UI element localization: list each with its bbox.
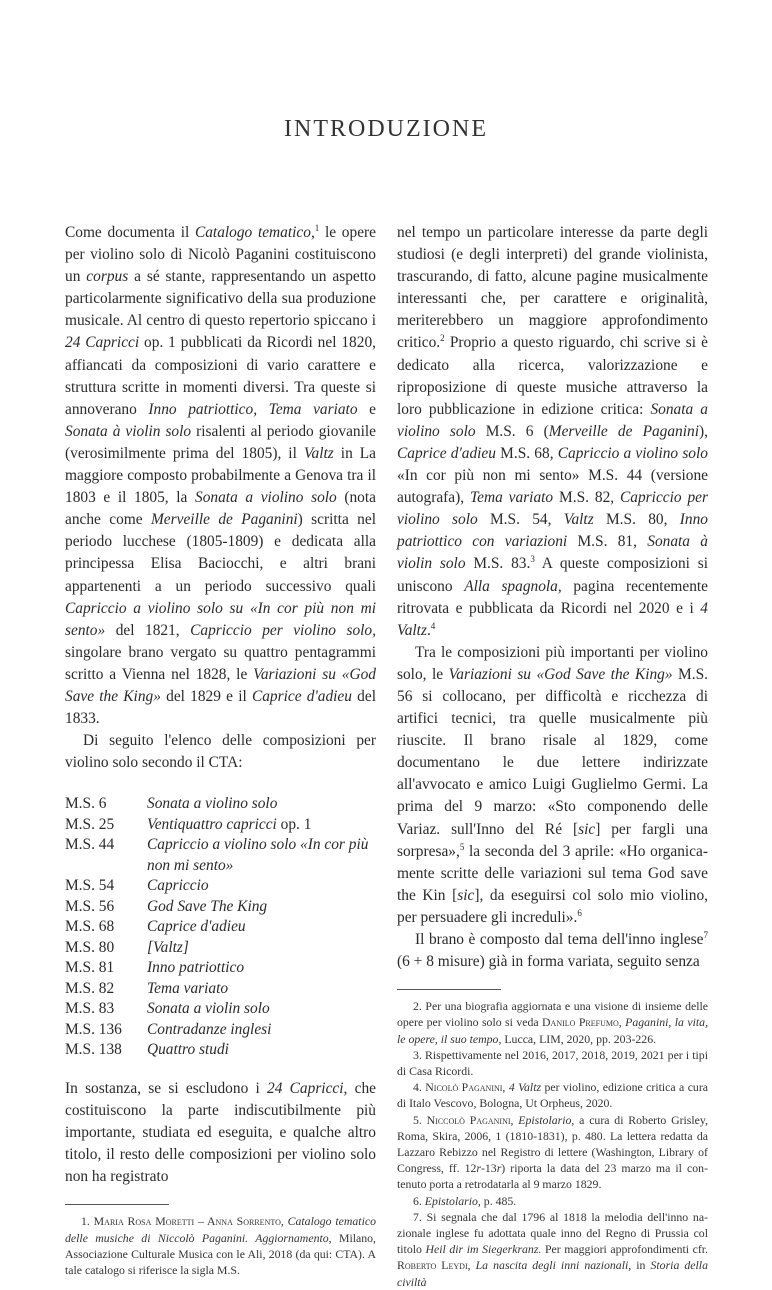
work-title: Ventiquattro capricci <box>147 815 277 833</box>
work-id: M.S. 54 <box>65 877 115 895</box>
work-id: M.S. 68 <box>65 918 115 936</box>
work-title: Sonata a violino solo <box>147 795 278 813</box>
footnote-4: 4. Nicolò Paganini, 4 Valtz per violino, edizione critica a cura di Italo Vescovo, Bologna, Ut Orpheus, 2020. <box>397 1080 708 1111</box>
work-row <box>65 876 376 897</box>
intro-paragraph-3: In sostanza, se si escludono i 24 Capricci, che costituiscono la parte indiscutibilmente più importante, studiata ed eseguita, e qualche altro titolo, il resto delle composizioni per violino solo non ha registrato <box>65 1079 376 1186</box>
work-title: Capriccio <box>147 877 209 895</box>
work-row <box>65 917 376 938</box>
work-row <box>65 815 376 836</box>
work-id: M.S. 81 <box>65 959 115 977</box>
work-title: Caprice d'adieu <box>147 918 246 936</box>
god-save-the-king-paragraph: Tra le composizioni più importanti per violino solo, le Variazioni su «God Save the King» M.S. 56 si collocano, per difficoltà e ricchezza di artifici tecnici, tra quelle musicalmente più riuscite. Il brano risale al 1829, come documentano le due lettere indirizzate all'avvocato e amico Luigi Guglielmo Germi. La prima del 9 marzo: «Sto componendo delle Variaz. sull'Inno del Ré [sic] per fargli una sorpresa»,$^5$ la seconda del 3 aprile: «Ho organicamente scritte delle variazioni sul tema God save the Kin [sic], da eseguirsi col solo mio violino, per persuadere gli increduli».$^6$ <box>397 643 708 926</box>
work-row <box>65 979 376 1000</box>
footnote-3: 3. Rispettivamente nel 2016, 2017, 2018, 2019, 2021 per i tipi di Casa Ricordi. <box>397 1047 708 1078</box>
work-title: [Valtz] <box>147 938 189 956</box>
author-name: Niccolò Paganini, <box>426 1112 514 1127</box>
right-column <box>397 222 708 1290</box>
work-row <box>65 794 376 815</box>
work-id: M.S. 82 <box>65 979 115 997</box>
work-id: M.S. 6 <box>65 795 107 813</box>
work-id: M.S. 25 <box>65 815 115 833</box>
work-row <box>65 938 376 959</box>
page-title: INTRODUZIONE <box>284 116 488 143</box>
work-id: M.S. 56 <box>65 897 115 915</box>
work-title: Quattro studi <box>147 1041 229 1059</box>
work-id: M.S. 83 <box>65 1000 115 1018</box>
work-opus: op. 1 <box>276 815 312 833</box>
work-title: Tema variato <box>147 979 229 997</box>
author-name: Nicolò Paganini, <box>425 1080 506 1095</box>
footnote-ref[interactable]: 4 <box>430 620 436 631</box>
footnote-ref[interactable]: 5 <box>459 841 465 852</box>
footnote-divider <box>65 1204 169 1205</box>
work-row <box>65 1020 376 1041</box>
work-title: Contradanze inglesi <box>147 1020 272 1038</box>
author-name: Danilo Prefumo, <box>542 1015 622 1030</box>
footnote-ref[interactable]: 1 <box>314 222 320 233</box>
footnote-divider <box>397 989 501 990</box>
work-row <box>65 958 376 979</box>
work-row <box>65 999 376 1020</box>
work-title: God Save The King <box>147 897 268 915</box>
footnote-ref[interactable]: 3 <box>530 554 535 565</box>
work-id: M.S. 136 <box>65 1020 122 1038</box>
work-title: Sonata a violin solo <box>147 1000 270 1018</box>
footnote-6: 6. Epistolario, p. 485. <box>413 1193 517 1208</box>
footnote-7: 7. Si segnala che dal 1796 al 1818 la melodia dell'inno nazionale inglese fu adottata quale inno del Regno di Prussia col titolo Heil dir im Siegerkranz. Per maggiori approfondimenti cfr. Roberto Leydi, La nascita degli inni nazionali, in Storia della civiltà <box>397 1209 708 1289</box>
footnote-5: 5. Niccolò Paganini, Epistolario, a cura di Roberto Grisley, Roma, Skira, 2006, 1 (1810-1831), p. 480. La lettera redatta da Lazzaro Rebizzo nel Registro di lettere (Washington, Library of Congress, ff. 12r-13r) riporta la data del 23 marzo ma il contenuto porta a retrodatarla al 9 marzo 1829. <box>397 1112 708 1192</box>
footnote-2: 2. Per una biografia aggiornata e una visione di insieme delle opere per violino solo si veda Danilo Prefumo, Paganini, la vita, le opere, il suo tempo, Lucca, LIM, 2020, pp. 203-226. <box>397 999 709 1046</box>
continued-paragraph: nel tempo un particolare interesse da parte degli studiosi (e degli interpreti) del grande violinista, trascurando, di fatto, alcune pagine musicalmente interessanti che, per carattere e originalità, meriterebbero un maggiore approfondimento critico.$^2$ Proprio a questo riguardo, chi scrive si è dedicato alla ricerca, valorizzazione e riproposizione di queste musiche attraverso la loro pubblicazione in edizione critica: Sonata a violino solo M.S. 6 (Merveille de Paganini), Caprice d'adieu M.S. 68, Capriccio a violino solo «In cor più non mi sento» M.S. 44 (versione autografa), Tema variato M.S. 82, Capriccio per violino solo M.S. 54, Valtz M.S. 80, Inno patriottico con variazioni M.S. 81, Sonata à violin solo M.S. 83.$^3$ A queste composizioni si uniscono Alla spagnola, pagina recentemente ritrovata e pubblicata da Ricordi nel 2020 e i 4 Valtz.$^4$ <box>397 224 709 639</box>
work-id: M.S. 138 <box>65 1041 122 1059</box>
work-row <box>65 835 376 876</box>
works-list <box>65 794 376 1061</box>
intro-paragraph-2: Di seguito l'elenco delle composizioni per violino solo secondo il CTA: <box>65 732 376 772</box>
work-id: M.S. 80 <box>65 938 115 956</box>
author-name: Maria Rosa Moretti – Anna Sorrento, <box>93 1214 284 1229</box>
left-column <box>65 222 376 1278</box>
work-id: M.S. 44 <box>65 836 115 854</box>
work-title: Inno patriottico <box>147 959 245 977</box>
footnote-ref[interactable]: 2 <box>440 333 445 344</box>
footnote-1: 1. Maria Rosa Moretti – Anna Sorrento, Catalogo tematico delle musiche di Niccolò Paganini. Aggiornamento, Milano, Associazione Culturale Musica con le Ali, 2018 (da qui: CTA). A tale catalogo si riferisce la sigla M.S. <box>65 1214 376 1277</box>
intro-paragraph-1: Come documenta il Catalogo tematico,$^1$ le opere per violino solo di Nicolò Paganini costituiscono un corpus a sé stante, rappresentando un aspetto particolarmente significativo della sua produzione musicale. Al centro di questo repertorio spiccano i 24 Capricci op. 1 pubblicati da Ricordi nel 1820, affiancati da composizioni di vario carattere e struttura scritte in momenti diversi. Tra queste si annoverano Inno patriottico, Tema variato e Sonata à violin solo risalenti al periodo giovanile (verosimilmente prima del 1805), il Valtz in La maggiore composto probabilmente a Genova tra il 1803 e il 1805, la Sonata a violino solo (nota anche come Merveille de Paganini) scritta nel periodo lucchese (1805-1809) e dedicata alla principessa Elisa Baciocchi, e altri brani appartenenti a un periodo successivo quali Capriccio a violino solo su «In cor più non mi sento» del 1821, Capriccio per violino solo, singolare brano vergato su quattro pentagrammi scritto a Vienna nel 1828, le Variazioni su «God Save the King» del 1829 e il Caprice d'adieu del 1833. <box>65 222 377 728</box>
author-name: Roberto Leydi, <box>397 1258 471 1273</box>
footnote-ref[interactable]: 7 <box>703 929 708 940</box>
work-title: Capriccio a violino solo «In cor più non mi sento» <box>147 836 369 874</box>
structure-paragraph: Il brano è composto dal tema dell'inno inglese$^7$ (6 + 8 misure) già in forma variata, seguito senza <box>397 929 708 971</box>
footnote-ref[interactable]: 6 <box>577 907 582 918</box>
work-row <box>65 897 376 918</box>
work-row <box>65 1040 376 1061</box>
